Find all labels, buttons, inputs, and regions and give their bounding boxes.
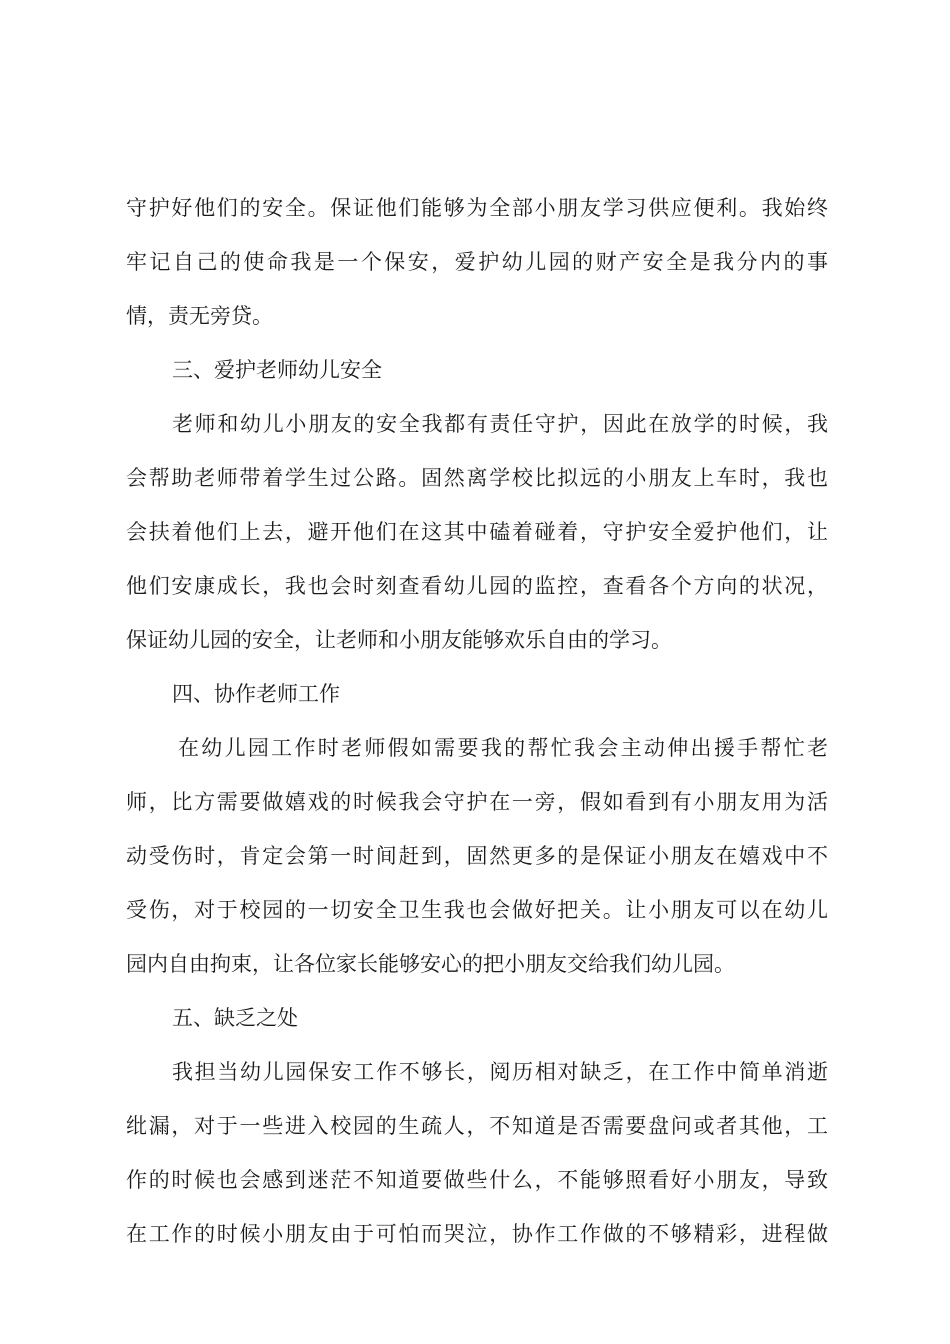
document-body (126, 181, 828, 1261)
body-line: 会帮助老师带着学生过公路。固然离学校比拟远的小朋友上车时，我也 (126, 466, 828, 490)
body-line: 作的时候也会感到迷茫不知道要做些什么，不能够照看好小朋友，导致 (126, 1168, 828, 1192)
section-heading-three: 三、爱护老师幼儿安全 (172, 358, 382, 382)
section-heading-four: 四、协作老师工作 (172, 682, 340, 706)
body-line: 守护好他们的安全。保证他们能够为全部小朋友学习供应便利。我始终 (126, 196, 828, 220)
body-line: 纰漏，对于一些进入校园的生疏人，不知道是否需要盘问或者其他，工 (126, 1114, 828, 1138)
body-line: 会扶着他们上去，避开他们在这其中磕着碰着，守护安全爱护他们，让 (126, 520, 828, 544)
body-line: 受伤，对于校园的一切安全卫生我也会做好把关。让小朋友可以在幼儿 (126, 898, 828, 922)
body-line: 在工作的时候小朋友由于可怕而哭泣，协作工作做的不够精彩，进程做 (126, 1222, 828, 1246)
body-line: 师，比方需要做嬉戏的时候我会守护在一旁，假如看到有小朋友用为活 (126, 790, 828, 814)
body-line: 老师和幼儿小朋友的安全我都有责任守护，因此在放学的时候，我 (172, 412, 828, 436)
body-line: 牢记自己的使命我是一个保安，爱护幼儿园的财产安全是我分内的事 (126, 250, 828, 274)
body-line: 动受伤时，肯定会第一时间赶到，固然更多的是保证小朋友在嬉戏中不 (126, 844, 828, 868)
body-line: 情，责无旁贷。 (126, 304, 273, 328)
body-line: 在幼儿园工作时老师假如需要我的帮忙我会主动伸出援手帮忙老 (178, 736, 828, 760)
body-line: 他们安康成长，我也会时刻查看幼儿园的监控，查看各个方向的状况， (126, 574, 828, 598)
body-line: 保证幼儿园的安全，让老师和小朋友能够欢乐自由的学习。 (126, 628, 672, 652)
body-line: 园内自由拘束，让各位家长能够安心的把小朋友交给我们幼儿园。 (126, 952, 735, 976)
body-line: 我担当幼儿园保安工作不够长，阅历相对缺乏，在工作中简单消逝 (172, 1060, 828, 1084)
section-heading-five: 五、缺乏之处 (172, 1006, 298, 1030)
